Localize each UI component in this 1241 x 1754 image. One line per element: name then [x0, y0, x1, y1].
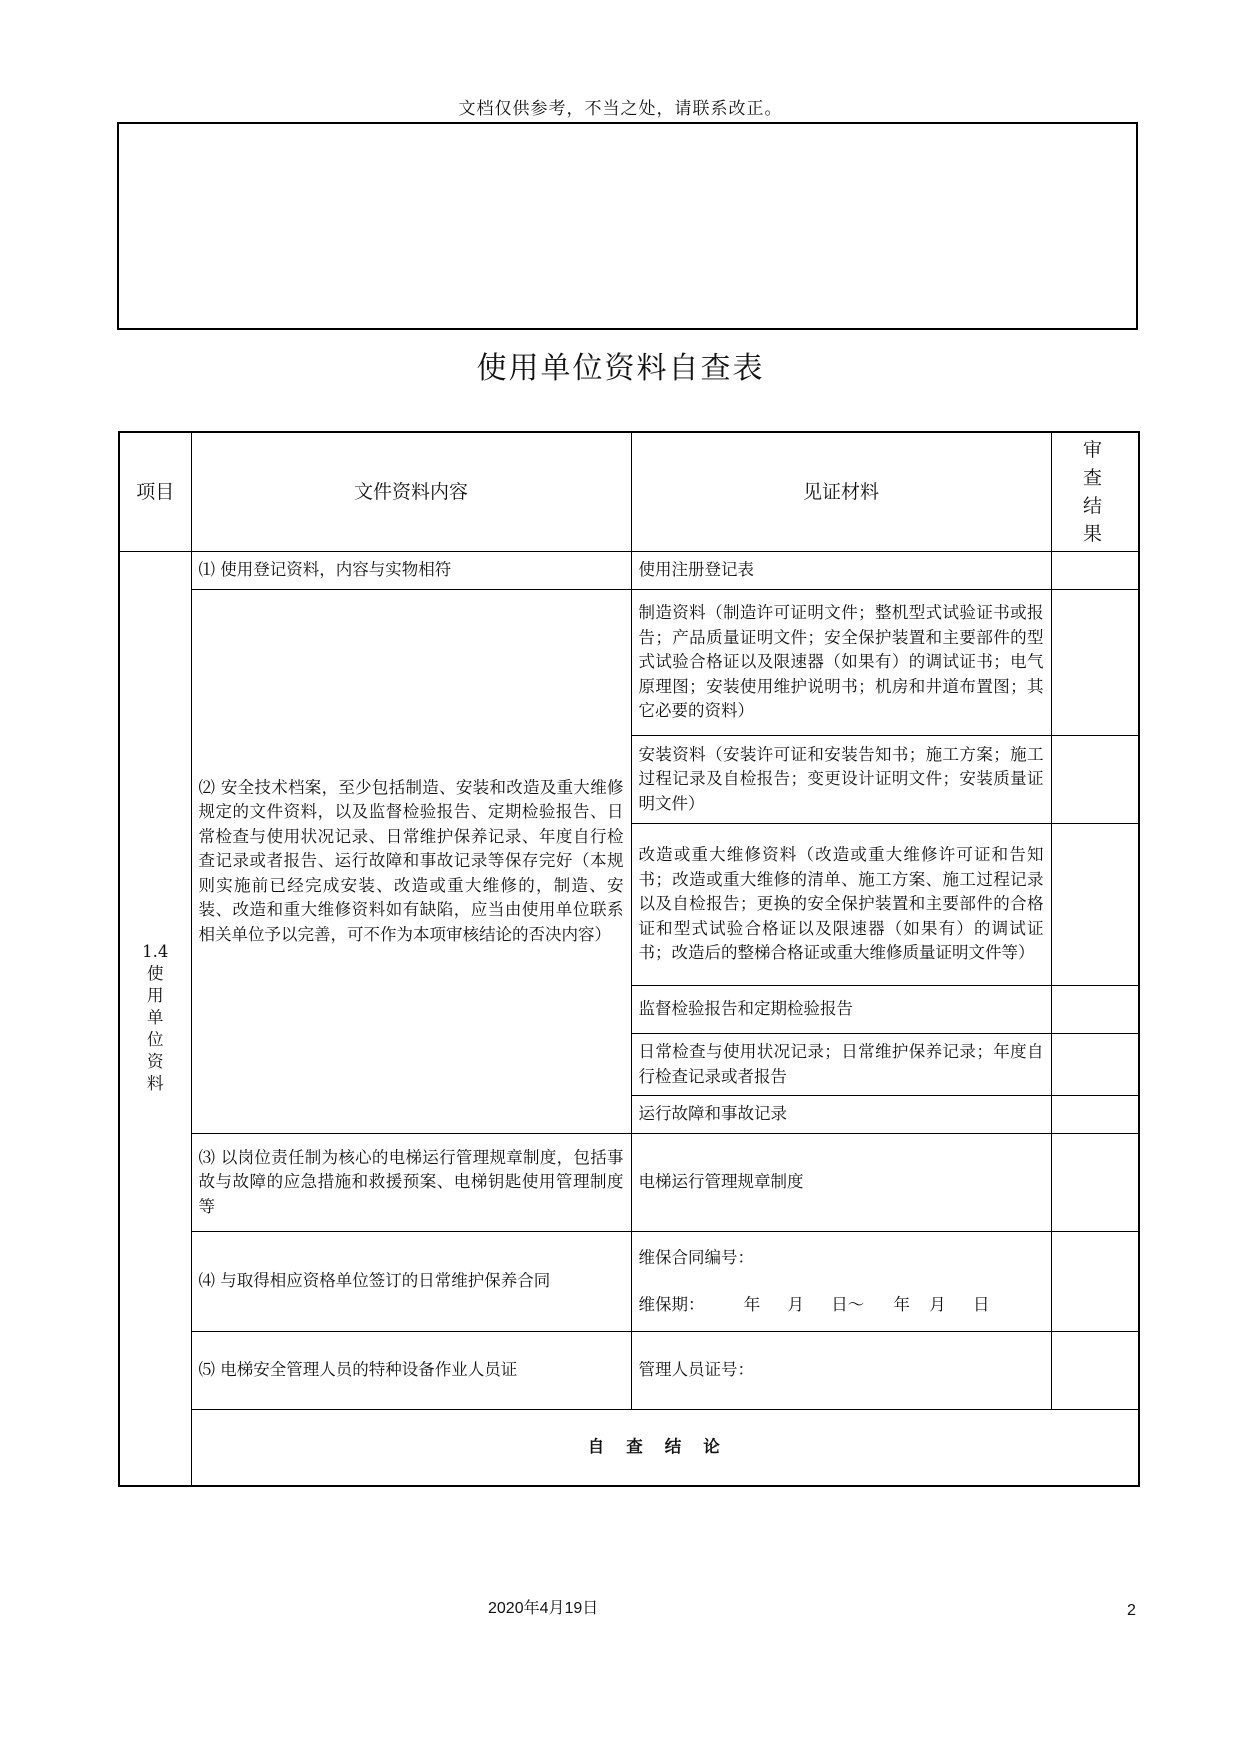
evidence-cell: 监督检验报告和定期检验报告	[631, 986, 1051, 1034]
table-header-row	[119, 432, 1139, 552]
table-row	[119, 1134, 1139, 1232]
page-number: 2	[1127, 1602, 1136, 1619]
section-label	[119, 552, 191, 1486]
content-cell: ⑵ 安全技术档案，至少包括制造、安装和改造及重大维修规定的文件资料，以及监督检验报告、定期检验报告、日常检查与使用状况记录、日常维护保养记录、年度自行检查记录或者报告、运行故障和事故记录等保存完好（本规则实施前已经完成安装、改造或重大维修的，制造、安装、改造和重大维修资料如有缺陷，应当由使用单位联系相关单位予以完善，可不作为本项审核结论的否决内容）	[191, 590, 631, 1134]
period-day-start: 日～	[831, 1294, 865, 1314]
content-cell: ⑷ 与取得相应资格单位签订的日常维护保养合同	[191, 1232, 631, 1332]
maintenance-period	[639, 1293, 1044, 1318]
contract-number-label: 维保合同编号：	[638, 1248, 754, 1267]
period-month-end: 月	[929, 1294, 946, 1314]
section-char: 用	[147, 986, 164, 1006]
result-cell[interactable]	[1051, 986, 1139, 1034]
section-number: 1.4	[142, 942, 169, 962]
table-row	[119, 590, 1139, 736]
content-cell: ⑶ 以岗位责任制为核心的电梯运行管理规章制度，包括事故与故障的应急措施和救援预案、电梯钥匙使用管理制度等	[191, 1134, 631, 1232]
header-content: 文件资料内容	[191, 432, 631, 552]
section-char: 使	[147, 964, 164, 984]
evidence-cell: 使用注册登记表	[631, 552, 1051, 590]
result-cell[interactable]	[1051, 824, 1139, 986]
period-year-start: 年	[743, 1294, 761, 1314]
evidence-cell: 安装资料（安装许可证和安装告知书；施工方案；施工过程记录及自检报告；变更设计证明文件；安装质量证明文件）	[631, 736, 1051, 824]
section-char: 单	[147, 1008, 164, 1028]
evidence-cell: 改造或重大维修资料（改造或重大维修许可证和告知书；改造或重大维修的清单、施工方案、施工过程记录以及自检报告；更换的安全保护装置和主要部件的合格证和型式试验合格证以及限速器（如果有）的调试证书；改造后的整梯合格证或重大维修质量证明文件等）	[631, 824, 1051, 986]
evidence-cell: 运行故障和事故记录	[631, 1096, 1051, 1134]
maintenance-contract-cell	[631, 1232, 1051, 1332]
result-cell[interactable]	[1051, 1134, 1139, 1232]
result-cell[interactable]	[1051, 1332, 1139, 1410]
result-cell[interactable]	[1051, 736, 1139, 824]
document-title: 使用单位资料自查表	[476, 351, 765, 386]
header-note: 文档仅供参考，不当之处，请联系改正。	[458, 99, 783, 119]
table-row	[119, 1232, 1139, 1332]
header-result-line2: 结 果	[1082, 495, 1114, 545]
period-month-start: 月	[787, 1294, 804, 1314]
section-char: 料	[147, 1074, 164, 1094]
header-result-line1: 审 查	[1082, 439, 1114, 489]
table-row	[119, 1332, 1139, 1410]
evidence-cell: 电梯运行管理规章制度	[631, 1134, 1051, 1232]
conclusion-heading: 自查结论	[191, 1410, 1139, 1486]
header-item: 项目	[119, 432, 191, 552]
section-char: 位	[147, 1030, 164, 1050]
self-check-table	[118, 431, 1140, 1487]
period-label: 维保期：	[638, 1294, 705, 1314]
result-cell[interactable]	[1051, 1232, 1139, 1332]
conclusion-row	[119, 1410, 1139, 1486]
evidence-cell: 制造资料（制造许可证明文件；整机型式试验证书或报告；产品质量证明文件；安全保护装置和主要部件的型式试验合格证以及限速器（如果有）的调试证书；电气原理图；安装使用维护说明书；机房和井道布置图；其它必要的资料）	[631, 590, 1051, 736]
content-cell: ⑸ 电梯安全管理人员的特种设备作业人员证	[191, 1332, 631, 1410]
evidence-cell: 日常检查与使用状况记录；日常维护保养记录；年度自行检查记录或者报告	[631, 1034, 1051, 1096]
result-cell[interactable]	[1051, 590, 1139, 736]
content-cell: ⑴ 使用登记资料，内容与实物相符	[191, 552, 631, 590]
result-cell[interactable]	[1051, 552, 1139, 590]
evidence-cell: 管理人员证号：	[631, 1332, 1051, 1410]
result-cell[interactable]	[1051, 1096, 1139, 1134]
section-char: 资	[147, 1052, 164, 1072]
period-day-end: 日	[973, 1294, 990, 1314]
header-result	[1051, 432, 1139, 552]
table-row	[119, 552, 1139, 590]
period-year-end: 年	[893, 1294, 910, 1314]
top-blank-box	[117, 122, 1138, 330]
footer-date: 2020年4月19日	[488, 1600, 599, 1617]
result-cell[interactable]	[1051, 1034, 1139, 1096]
header-evidence: 见证材料	[631, 432, 1051, 552]
